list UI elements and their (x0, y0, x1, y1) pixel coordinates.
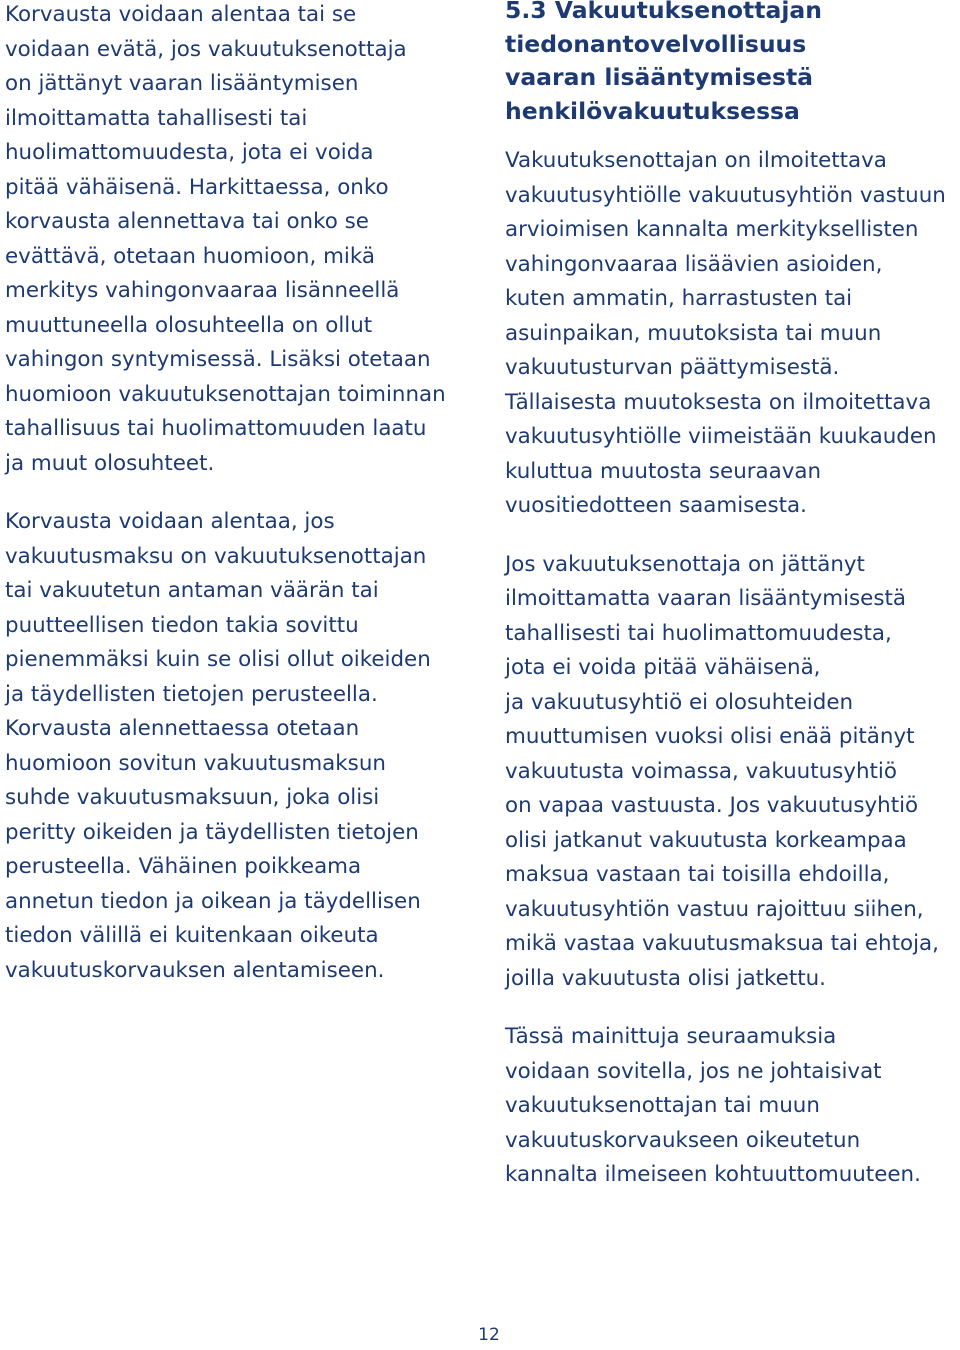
text-line: arvioimisen kannalta merkityksellisten (505, 217, 919, 242)
text-line: ilmoittamatta tahallisesti tai (5, 105, 308, 131)
text-line: vuositiedotteen saamisesta. (505, 493, 807, 518)
text-line: vahingonvaaraa lisäävien asioiden, (505, 251, 883, 277)
text-line: ja vakuutusyhtiö ei olosuhteiden (505, 689, 854, 715)
text-line: olisi jatkanut vakuutusta korkeampaa (505, 827, 907, 853)
text-line: pitää vähäisenä. Harkittaessa, onko (5, 174, 389, 200)
text-line: asuinpaikan, muutoksista tai muun (505, 320, 882, 346)
heading-line: tiedonantovelvollisuus (505, 29, 807, 58)
text-line: vakuutuskorvauksen alentamiseen. (5, 957, 385, 983)
text-line: annetun tiedon ja oikean ja täydellisen (5, 888, 421, 914)
section-heading (505, 0, 960, 128)
text-line: vakuutusta voimassa, vakuutusyhtiö (505, 758, 897, 784)
text-line: vakuutusyhtiön vastuu rajoittuu siihen, (505, 896, 924, 922)
text-line: huolimattomuudesta, jota ei voida (5, 140, 374, 165)
page-number: 12 (478, 1325, 500, 1345)
text-line: perusteella. Vähäinen poikkeama (5, 854, 362, 879)
text-line: vakuutuskorvaukseen oikeutetun (505, 1127, 861, 1153)
heading-line: vaaran lisääntymisestä (505, 63, 814, 91)
text-line: Tässä mainittuja seuraamuksia (505, 1024, 837, 1049)
text-line: maksua vastaan tai toisilla ehdoilla, (505, 862, 890, 887)
text-line: merkitys vahingonvaaraa lisänneellä (5, 278, 400, 303)
text-line: peritty oikeiden ja täydellisten tietojen (5, 819, 419, 845)
right-paragraph-1 (505, 144, 960, 524)
heading-line: henkilövakuutuksessa (505, 96, 800, 125)
text-line: evättävä, otetaan huomioon, mikä (5, 243, 375, 269)
right-paragraph-2 (505, 548, 960, 997)
text-line: on vapaa vastuusta. Jos vakuutusyhtiö (505, 793, 919, 818)
text-line: voidaan evätä, jos vakuutuksenottaja (5, 36, 407, 62)
text-line: huomioon sovitun vakuutusmaksun (5, 750, 386, 776)
text-line: tahallisesti tai huolimattomuudesta, (505, 620, 892, 646)
text-line: tahallisuus tai huolimattomuuden laatu (5, 416, 427, 441)
text-line: Korvausta alennettaessa otetaan (5, 716, 360, 741)
text-line: pienemmäksi kuin se olisi ollut oikeiden (5, 647, 431, 672)
text-line: kuluttua muutosta seuraavan (505, 458, 822, 484)
text-line: tiedon välillä ei kuitenkaan oikeuta (5, 923, 379, 948)
text-line: vahingon syntymisessä. Lisäksi otetaan (5, 347, 431, 372)
text-line: vakuutuksenottajan tai muun (505, 1093, 820, 1118)
text-line: vakuutusmaksu on vakuutuksenottajan (5, 543, 427, 569)
text-line: puutteellisen tiedon takia sovittu (5, 612, 359, 638)
text-line: on jättänyt vaaran lisääntymisen (5, 71, 359, 96)
text-line: Korvausta voidaan alentaa tai se (5, 2, 357, 27)
text-line: korvausta alennettava tai onko se (5, 209, 369, 234)
text-line: vakuutusyhtiölle viimeistään kuukauden (505, 424, 937, 449)
text-line: ja muut olosuhteet. (5, 450, 215, 476)
text-line: muuttuneella olosuhteella on ollut (5, 312, 373, 338)
text-line: mikä vastaa vakuutusmaksua tai ehtoja, (505, 931, 939, 956)
text-line: ilmoittamatta vaaran lisääntymisestä (505, 586, 906, 611)
text-line: tai vakuutetun antaman väärän tai (5, 578, 379, 603)
text-line: joilla vakuutusta olisi jatkettu. (505, 965, 826, 991)
text-line: muuttumisen vuoksi olisi enää pitänyt (505, 724, 915, 749)
text-line: vakuutusturvan päättymisestä. (505, 355, 840, 380)
left-column (5, 0, 475, 988)
text-line: kuten ammatin, harrastusten tai (505, 286, 853, 311)
text-line: jota ei voida pitää vähäisenä, (505, 655, 821, 680)
text-line: kannalta ilmeiseen kohtuuttomuuteen. (505, 1162, 921, 1187)
heading-line: 5.3 Vakuutuksenottajan (505, 0, 823, 24)
text-line: ja täydellisten tietojen perusteella. (5, 681, 378, 707)
left-paragraph-2 (5, 505, 475, 988)
text-line: Korvausta voidaan alentaa, jos (5, 509, 335, 534)
text-line: huomioon vakuutuksenottajan toiminnan (5, 381, 446, 407)
right-paragraph-3 (505, 1020, 960, 1193)
text-line: vakuutusyhtiölle vakuutusyhtiön vastuun (505, 182, 946, 208)
text-line: Tällaisesta muutoksesta on ilmoitettava (505, 389, 932, 415)
right-column (505, 0, 960, 1193)
text-line: Jos vakuutuksenottaja on jättänyt (505, 551, 865, 577)
text-line: voidaan sovitella, jos ne johtaisivat (505, 1058, 882, 1084)
text-line: Vakuutuksenottajan on ilmoitettava (505, 148, 887, 173)
text-line: suhde vakuutusmaksuun, joka olisi (5, 785, 380, 810)
left-paragraph-1 (5, 0, 475, 481)
